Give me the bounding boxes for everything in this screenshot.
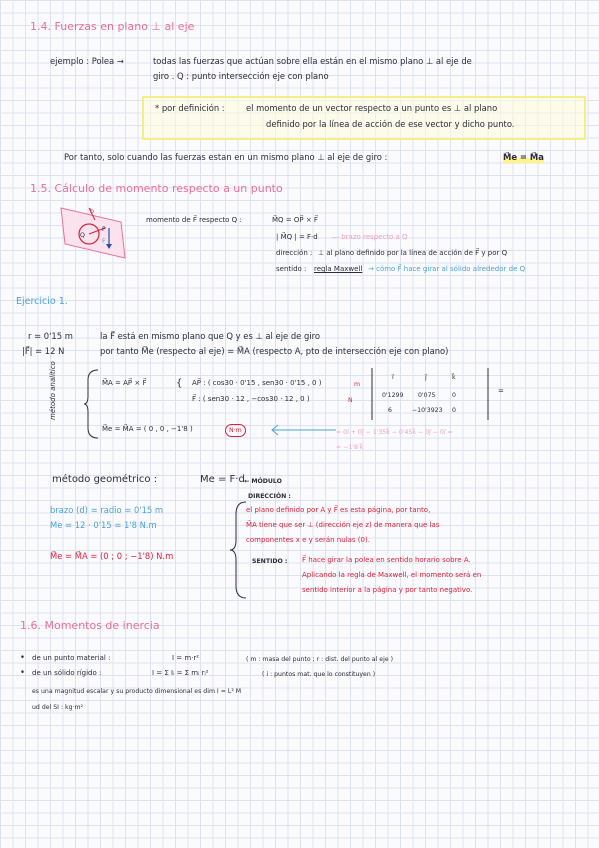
det-r1-c2: 0'075 — [418, 392, 436, 399]
sense-line-3: sentido interior a la página y por tanto negativo. — [302, 586, 473, 594]
bullet-2-dot: • — [20, 667, 25, 677]
det-r1-c3: 0 — [452, 392, 456, 399]
method-bracket — [84, 368, 104, 440]
ap-vector: AP⃗ : ( cos30 · 0'15 , sen30 · 0'15 , 0 ) — [192, 379, 322, 387]
f-vector: F⃗ : ( sen30 · 12 , −cos30 · 12 , 0 ) — [192, 395, 310, 403]
conclusion-text: Por tanto, solo cuando las fuerzas estan en un mismo plano ⊥ al eje de giro : — [64, 152, 388, 162]
bullet-1-dot: • — [20, 652, 25, 662]
det-r1-c1: 0'1299 — [382, 392, 404, 399]
figure-P-label: P — [102, 226, 106, 233]
section-1-4-title: 1.4. Fuerzas en plano ⊥ al eje — [30, 20, 195, 33]
bullet-2-equation: I = Σ Iᵢ = Σ mᵢ rᵢ² — [152, 669, 209, 677]
bullet-1-note: ( m : masa del punto ; r : dist. del punto al eje ) — [246, 656, 394, 663]
sense-text: → cómo F⃗ hace girar al sólido alrededor de Q — [368, 265, 526, 273]
moment-vector: M⃗e = M⃗A = (0 ; 0 ; −1'8) N.m — [50, 551, 174, 561]
f-vector-unit: N — [348, 397, 353, 404]
bullet-1-equation: I = m·r² — [172, 654, 200, 662]
moment-magnitude: Me = 12 · 0'15 = 1'8 N.m — [50, 520, 157, 530]
si-unit: ud del SI : kg·m² — [32, 704, 83, 711]
moment-label: momento de F⃗ respecto Q : — [146, 216, 242, 224]
conclusion-equation: M⃗e = M⃗a — [503, 152, 544, 162]
definition-line-1: el momento de un vector respecto a un punto es ⊥ al plano — [246, 103, 498, 113]
exercise-line-1: la F⃗ está en mismo plano que Q y es ⊥ al eje de giro — [100, 331, 320, 341]
analytic-brace: { — [176, 378, 183, 389]
result-arrow — [270, 424, 340, 436]
det-r2-c2: −10'3923 — [412, 407, 443, 414]
figure-F-label: F — [102, 238, 106, 245]
modulus-equation: | M⃗Q | = F·d — [276, 233, 318, 241]
given-force: |F⃗| = 12 N — [22, 346, 65, 356]
sense-label: sentido : — [276, 265, 307, 273]
given-radius: r = 0'15 m — [28, 331, 73, 341]
exercise-line-2: por tanto M⃗e (respecto al eje) = M⃗A (respecto A, pto de intersección eje con plano) — [100, 346, 449, 356]
direction-heading: DIRECCIÓN : — [248, 493, 291, 500]
example-label: ejemplo : Polea → — [50, 56, 124, 66]
scalar-note: es una magnitud escalar y su producto dimensional es dim I = L² M — [32, 688, 242, 695]
section-1-5-title: 1.5. Cálculo de momento respecto a un punto — [30, 182, 283, 195]
arm-length: brazo (d) = radio = 0'15 m — [50, 505, 164, 515]
sense-line-2: Aplicando la regla de Maxwell, el momento será en — [302, 571, 482, 579]
analytic-eq-1: M⃗A = AP⃗ × F⃗ — [102, 379, 147, 387]
geometric-method-label: método geométrico : — [52, 474, 158, 485]
example-line-1: todas las fuerzas que actúan sobre ella están en el mismo plano ⊥ al eje de — [153, 56, 472, 66]
analytic-eq-2-unit: N·m — [225, 424, 246, 437]
modulus-note: — brazo respecto a Q — [332, 233, 408, 241]
example-line-2: giro . Q : punto intersección eje con plano — [153, 71, 329, 81]
sense-rule: regla Maxwell — [314, 265, 363, 273]
direction-line-2: M⃗A tiene que ser ⊥ (dirección eje z) de manera que las — [246, 521, 440, 529]
result-line-2: = −1'8 k⃗ — [336, 444, 364, 451]
section-1-6-title: 1.6. Momentos de inercia — [20, 619, 160, 632]
geometric-equation: Me = F·d — [200, 474, 245, 485]
direction-line-3: componentes x e y serán nulas (0). — [246, 536, 370, 544]
det-k: k⃗ — [452, 374, 456, 381]
det-equals: = — [498, 387, 504, 395]
definition-label: * por definición : — [155, 103, 225, 113]
analytic-eq-2: M⃗e = M⃗A = ( 0 , 0 , −1'8 ) — [102, 425, 193, 433]
det-j: j⃗ — [425, 374, 427, 381]
bullet-1-text: de un punto material : — [32, 654, 111, 662]
direction-line-1: el plano definido por A y F⃗ es esta página, por tanto, — [246, 506, 431, 514]
figure-b-label: b — [90, 208, 94, 215]
ap-vector-unit: m — [354, 381, 361, 388]
modulo-label: ← MÓDULO — [244, 478, 282, 485]
bullet-2-note: ( i : puntos mat. que lo constituyen ) — [262, 671, 376, 678]
figure-Q-label: Q — [80, 232, 85, 239]
result-line-1: = 0i⃗ + 0j⃗ − 1'35k⃗ − 0'45k⃗ − 0j⃗ − 0i⃗ = — [336, 429, 453, 436]
analytic-method-label: método analítico — [49, 361, 57, 420]
det-r2-c1: 6 — [388, 407, 392, 414]
bullet-2-text: de un sólido rígido : — [32, 669, 102, 677]
definition-line-2: definido por la línea de acción de ese vector y dicho punto. — [266, 119, 515, 129]
direction-text: ⊥ al plano definido por la línea de acción de F⃗ y por Q — [318, 249, 508, 257]
moment-equation: M⃗Q = OP⃗ × F⃗ — [272, 216, 318, 224]
det-r2-c3: 0 — [452, 407, 456, 414]
det-i: i⃗ — [392, 374, 394, 381]
sense-line-1: F⃗ hace girar la polea en sentido horario sobre A. — [302, 556, 471, 564]
sense-heading: SENTIDO : — [252, 558, 288, 565]
direction-label: dirección : — [276, 249, 313, 257]
exercise-title: Ejercicio 1. — [16, 296, 68, 307]
